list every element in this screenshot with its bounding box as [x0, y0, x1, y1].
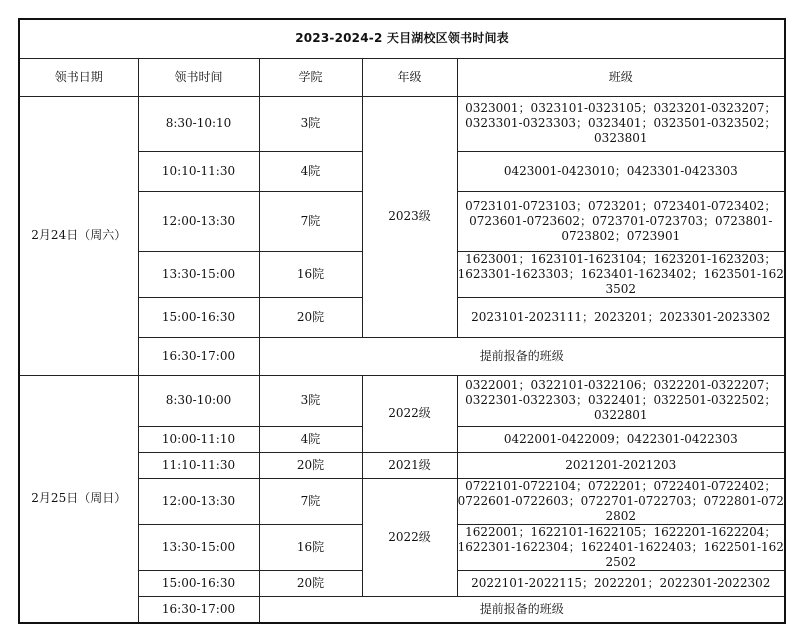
header-classes: 班级: [457, 58, 785, 96]
classes-cell: [457, 478, 785, 524]
time-cell: 11:10-11:30: [138, 452, 259, 478]
header-college: 学院: [259, 58, 362, 96]
time-cell: 10:10-11:30: [138, 151, 259, 191]
college-cell: 16院: [259, 251, 362, 297]
classes-cell: [457, 570, 785, 596]
title-row: [19, 19, 785, 58]
time-cell: 15:00-16:30: [138, 297, 259, 337]
college-cell: 3院: [259, 96, 362, 151]
time-cell: 15:00-16:30: [138, 570, 259, 596]
classes-cell: [457, 375, 785, 426]
college-cell: 20院: [259, 297, 362, 337]
header-date: 领书日期: [19, 58, 138, 96]
class-line: 0723802；0723901: [561, 228, 681, 243]
class-line: 0322301-0322303；0322401；0322501-0322502；: [465, 393, 777, 407]
college-cell: 7院: [259, 478, 362, 524]
class-line: 2021201-2021203: [565, 457, 677, 472]
class-line: 0323801: [594, 131, 648, 145]
college-cell: 16院: [259, 524, 362, 570]
header-row: [19, 58, 785, 96]
classes-cell: [457, 297, 785, 337]
time-cell: 12:00-13:30: [138, 478, 259, 524]
college-cell: 20院: [259, 452, 362, 478]
class-line: 0722601-0722603；0722701-0722703；0722801-0722802: [457, 493, 784, 523]
classes-cell: [457, 251, 785, 297]
time-cell: 12:00-13:30: [138, 191, 259, 251]
time-cell: 8:30-10:00: [138, 375, 259, 426]
class-line: 2023101-2023111；2023201；2023301-2023302: [471, 309, 771, 324]
date-cell: 2月24日（周六）: [19, 96, 138, 375]
class-line: 0323001；0323101-0323105；0323201-0323207；: [465, 101, 777, 115]
note-cell: 提前报备的班级: [259, 596, 785, 623]
class-line: 1623001；1623101-1623104；1623201-1623203；: [465, 251, 777, 266]
time-cell: 13:30-15:00: [138, 251, 259, 297]
college-cell: 20院: [259, 570, 362, 596]
class-line: 2022101-2022115；2022201；2022301-2022302: [471, 575, 771, 590]
classes-cell: [457, 96, 785, 151]
class-line: 0322001；0322101-0322106；0322201-0322207；: [465, 378, 777, 392]
table-row: [19, 375, 785, 426]
date-cell: 2月25日（周日）: [19, 375, 138, 623]
grade-cell: 2021级: [362, 452, 457, 478]
header-grade: 年级: [362, 58, 457, 96]
class-line: 1623301-1623303；1623401-1623402；1623501-1623502: [457, 266, 784, 296]
class-line: 0722101-0722104；0722201；0722401-0722402；: [465, 478, 777, 493]
class-line: 0723601-0723602；0723701-0723703；0723801-: [469, 213, 773, 228]
grade-cell: 2022级: [362, 478, 457, 596]
classes-cell: [457, 151, 785, 191]
note-cell: 提前报备的班级: [259, 337, 785, 375]
time-cell: 16:30-17:00: [138, 337, 259, 375]
time-cell: 8:30-10:10: [138, 96, 259, 151]
class-line: 0322801: [594, 408, 648, 422]
class-line: 0323301-0323303；0323401；0323501-0323502；: [465, 116, 777, 130]
class-line: 0422001-0422009；0422301-0422303: [503, 431, 738, 446]
class-line: 1622301-1622304；1622401-1622403；1622501-1622502: [457, 539, 784, 569]
grade-cell: 2023级: [362, 96, 457, 337]
college-cell: 4院: [259, 426, 362, 452]
classes-cell: [457, 452, 785, 478]
class-line: 0723101-0723103；0723201；0723401-0723402；: [465, 198, 777, 213]
schedule-table: [18, 18, 786, 624]
class-line: 0423001-0423010；0423301-0423303: [503, 163, 738, 178]
time-cell: 10:00-11:10: [138, 426, 259, 452]
table-row: [19, 96, 785, 151]
header-time: 领书时间: [138, 58, 259, 96]
time-cell: 13:30-15:00: [138, 524, 259, 570]
classes-cell: [457, 524, 785, 570]
college-cell: 7院: [259, 191, 362, 251]
grade-cell: 2022级: [362, 375, 457, 452]
classes-cell: [457, 426, 785, 452]
classes-cell: [457, 191, 785, 251]
college-cell: 4院: [259, 151, 362, 191]
class-line: 1622001；1622101-1622105；1622201-1622204；: [465, 524, 777, 539]
time-cell: 16:30-17:00: [138, 596, 259, 623]
college-cell: 3院: [259, 375, 362, 426]
page-title: 2023-2024-2 天目湖校区领书时间表: [19, 19, 785, 58]
